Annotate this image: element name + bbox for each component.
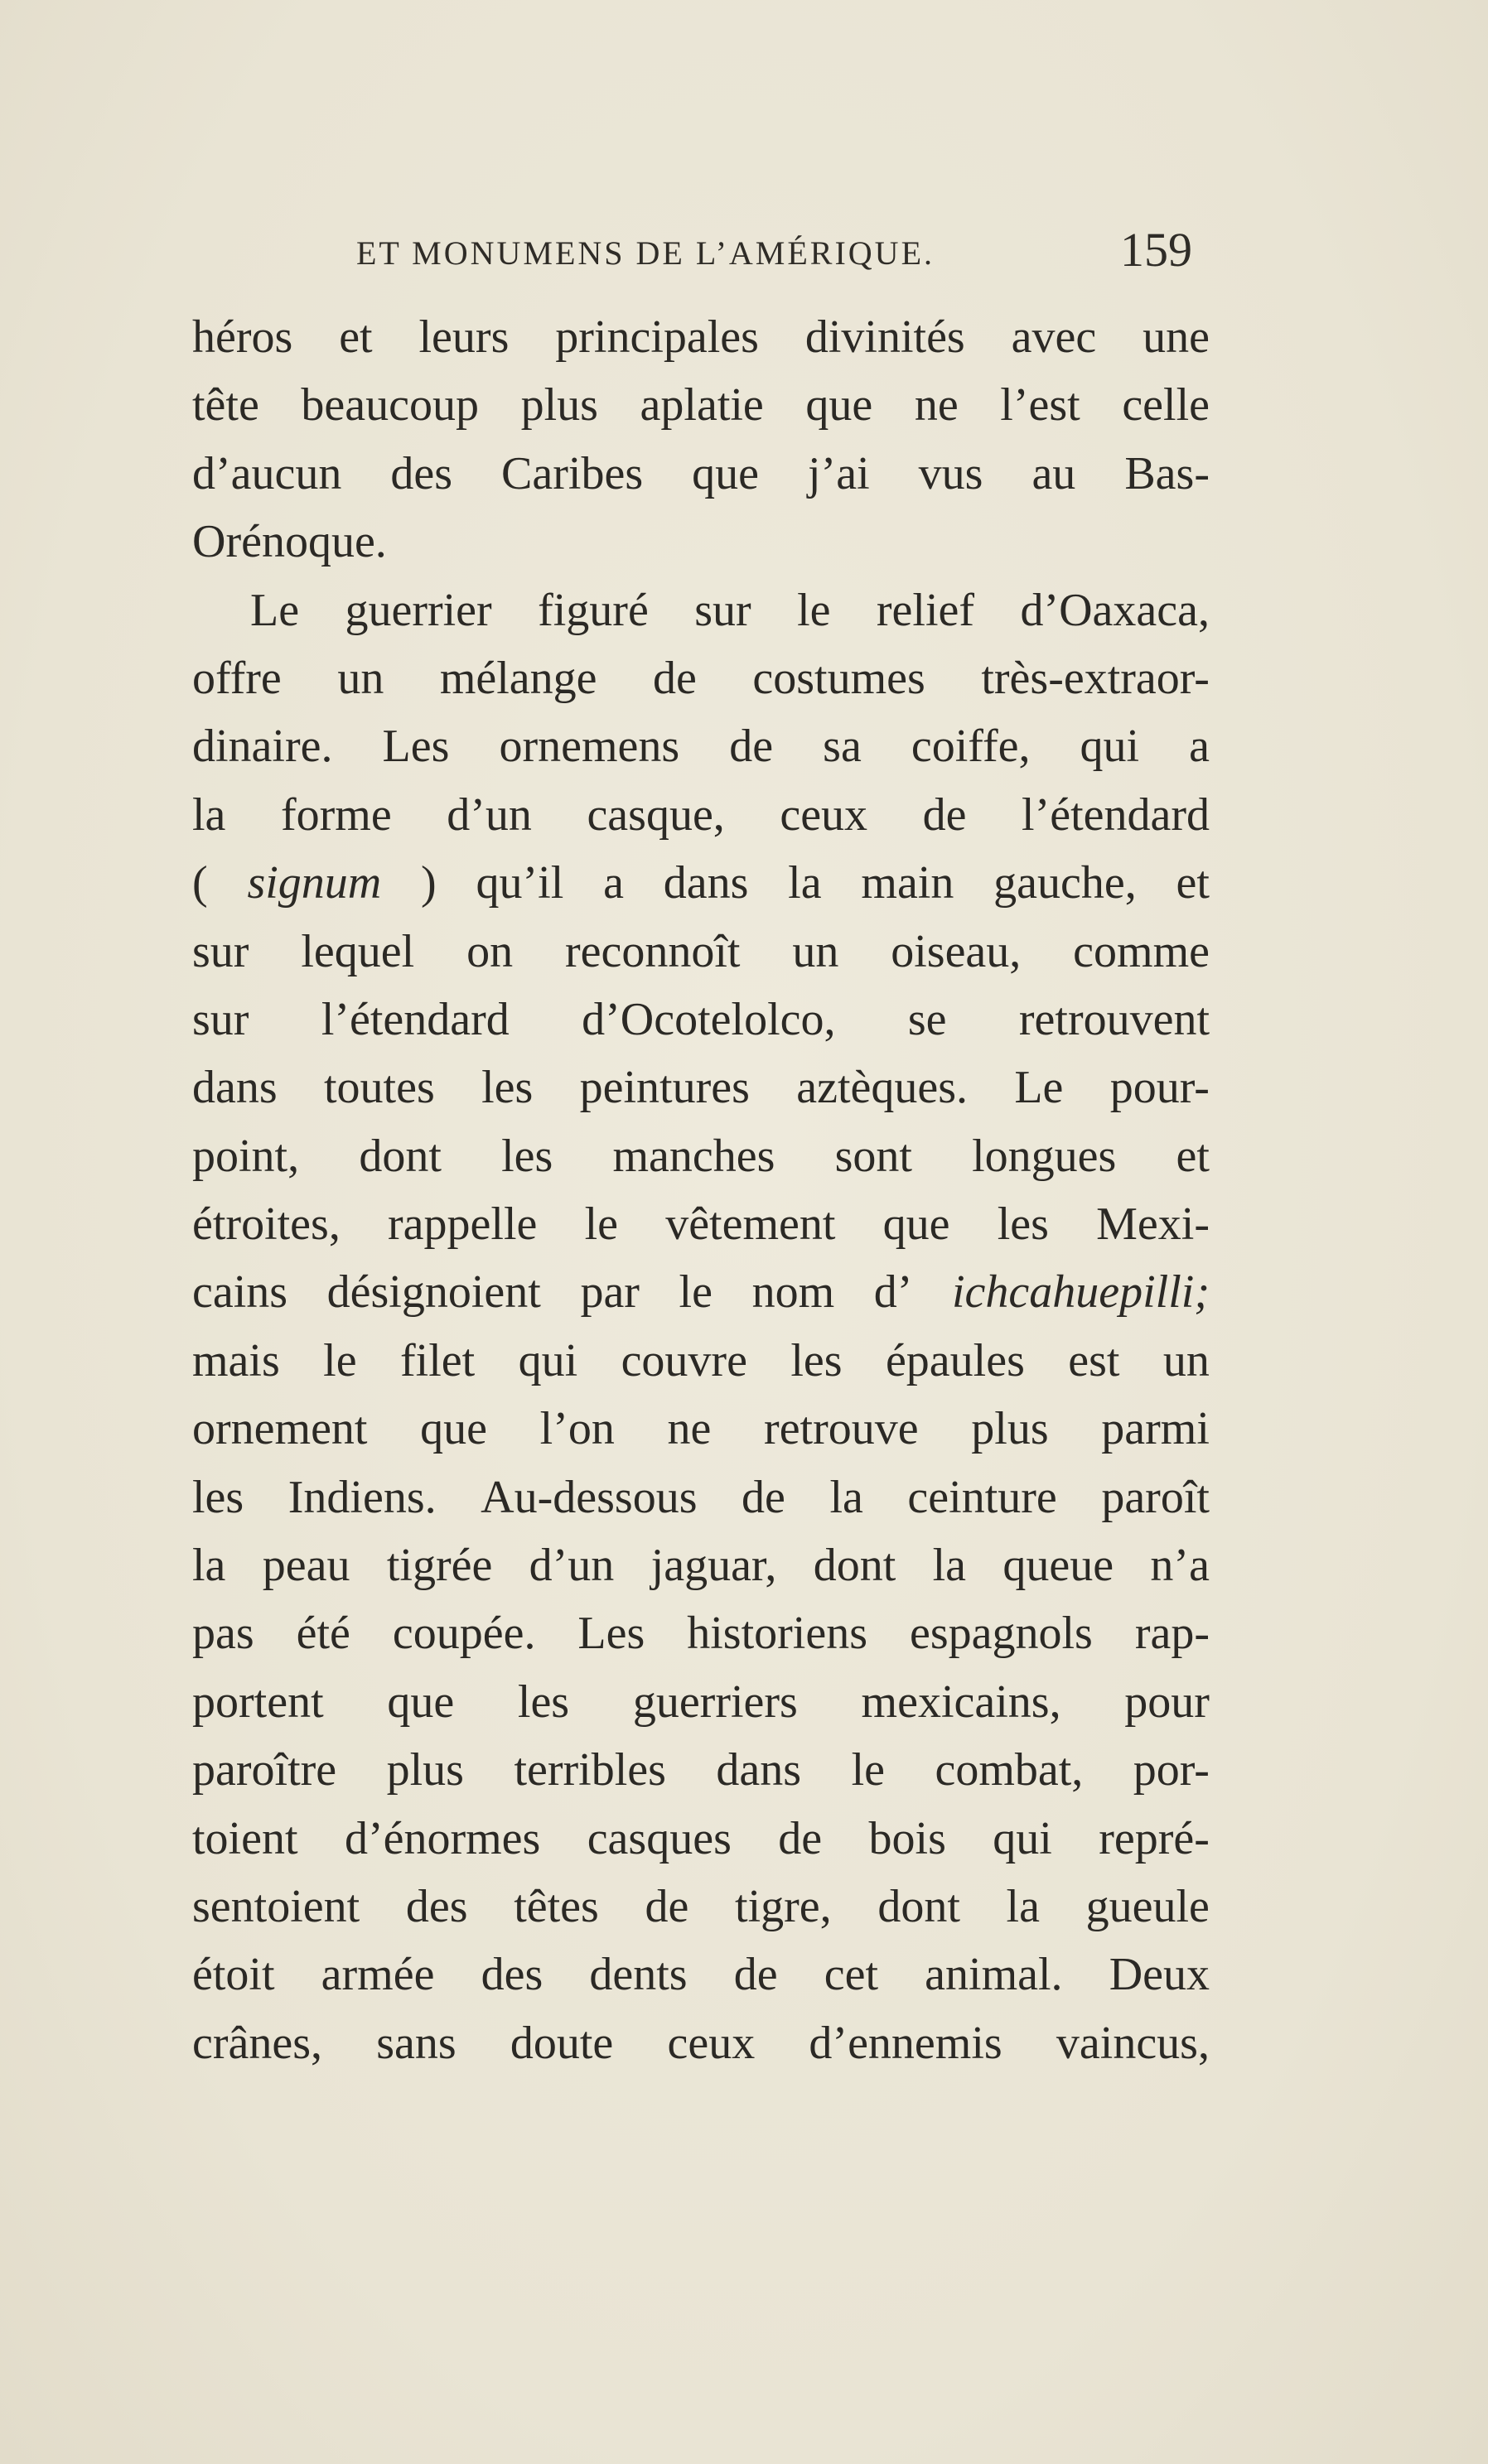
word: un	[337, 652, 384, 704]
word: ceinture	[907, 1471, 1057, 1523]
word: on	[466, 925, 514, 977]
word: qui	[993, 1812, 1052, 1864]
word: avec	[1011, 311, 1097, 363]
word: j’ai	[808, 447, 870, 499]
word: qui	[518, 1334, 578, 1386]
word: vêtement	[665, 1198, 836, 1251]
word: dont	[877, 1880, 960, 1932]
word: ceux	[667, 2017, 756, 2069]
word: une	[1143, 311, 1210, 363]
word: est	[1068, 1334, 1120, 1386]
word: pour-	[1109, 1062, 1210, 1114]
word: paroître	[192, 1744, 337, 1796]
word: Les	[382, 721, 450, 773]
word: de	[742, 1471, 785, 1523]
word: doute	[510, 2017, 614, 2069]
word: toient	[192, 1812, 298, 1864]
word: dans	[663, 857, 749, 909]
word: que	[692, 447, 759, 499]
word: se	[907, 993, 947, 1045]
word: paroît	[1101, 1471, 1210, 1523]
word: la	[192, 1540, 226, 1592]
word: d’Oaxaca,	[1020, 584, 1210, 636]
text-line	[192, 1190, 1210, 1258]
word: que	[805, 379, 873, 432]
word: sans	[376, 2017, 457, 2069]
word: tigrée	[386, 1540, 493, 1592]
word: mexicains,	[861, 1676, 1061, 1728]
text-line	[192, 576, 1210, 644]
word: celle	[1122, 379, 1210, 432]
word: mélange	[439, 652, 597, 704]
word: héros	[192, 311, 293, 363]
word: de	[778, 1812, 823, 1864]
word: le	[851, 1744, 885, 1796]
word: relief	[876, 584, 975, 636]
word: costumes	[752, 652, 925, 704]
word: couvre	[621, 1334, 747, 1386]
word: d’énormes	[344, 1812, 541, 1864]
word: par	[580, 1266, 640, 1319]
word: sont	[834, 1130, 912, 1182]
word: désignoient	[326, 1266, 541, 1319]
word: divinités	[804, 311, 965, 363]
word: têtes	[514, 1880, 599, 1932]
text-line	[192, 508, 1210, 576]
word: d’un	[529, 1540, 615, 1592]
word: (	[192, 857, 208, 909]
word: étoit	[192, 1949, 275, 2001]
word: d’ennemis	[809, 2017, 1002, 2069]
word: ceux	[780, 788, 868, 841]
word: a	[603, 857, 624, 909]
word: pas	[192, 1608, 254, 1660]
word: dans	[716, 1744, 802, 1796]
word: ornemens	[499, 721, 680, 773]
word: d’un	[447, 788, 532, 841]
word: un	[792, 925, 839, 977]
word: dont	[359, 1130, 442, 1182]
word: des	[390, 447, 453, 499]
word: de	[733, 1949, 778, 2001]
word: d’	[873, 1266, 913, 1319]
word: de	[645, 1880, 689, 1932]
word: toutes	[323, 1062, 435, 1114]
text-line	[192, 849, 1210, 917]
word: qui	[1080, 721, 1140, 773]
word: guerriers	[632, 1676, 798, 1728]
word: très-extraor-	[981, 652, 1210, 704]
word: que	[882, 1198, 950, 1251]
word: Bas-	[1124, 447, 1210, 499]
word: gauche,	[993, 857, 1137, 909]
text-line	[192, 1463, 1210, 1531]
word: longues	[972, 1130, 1117, 1182]
word: casque,	[587, 788, 725, 841]
word: de	[729, 721, 774, 773]
text-line	[192, 1873, 1210, 1941]
text-line	[192, 440, 1210, 508]
word: et	[339, 311, 373, 363]
word: les	[790, 1334, 843, 1386]
word: por-	[1133, 1744, 1210, 1796]
text-line	[192, 918, 1210, 986]
word: coupée.	[392, 1608, 536, 1660]
word: retrouvent	[1018, 993, 1210, 1045]
word: ne	[667, 1403, 712, 1455]
page-number: 159	[1120, 223, 1192, 277]
word: la	[829, 1471, 863, 1523]
word: sentoient	[192, 1880, 360, 1932]
text-line	[192, 1941, 1210, 2008]
word: et	[1176, 1130, 1210, 1182]
word: principales	[555, 311, 759, 363]
word: n’a	[1150, 1540, 1210, 1592]
word: espagnols	[909, 1608, 1093, 1660]
text-line	[192, 1395, 1210, 1463]
word: Deux	[1109, 1949, 1210, 2001]
text-line	[192, 2009, 1210, 2077]
word: pour	[1124, 1676, 1210, 1728]
word: dans	[192, 1062, 278, 1114]
word: le	[797, 584, 831, 636]
word: les	[517, 1676, 570, 1728]
word: été	[296, 1608, 350, 1660]
word: sur	[694, 584, 751, 636]
word: cet	[824, 1949, 879, 2001]
word: point,	[192, 1130, 300, 1182]
text-line	[192, 1805, 1210, 1873]
word: vaincus,	[1056, 2017, 1210, 2069]
word: filet	[400, 1334, 476, 1386]
word: le	[323, 1334, 357, 1386]
word: Le	[250, 584, 300, 636]
word: Orénoque.	[192, 516, 387, 568]
word: peintures	[579, 1062, 750, 1114]
word: terribles	[514, 1744, 666, 1796]
text-line	[192, 1258, 1210, 1326]
word: qu’il	[476, 857, 564, 909]
word: sur	[192, 925, 249, 977]
word: parmi	[1101, 1403, 1210, 1455]
word: portent	[192, 1676, 324, 1728]
word: guerrier	[345, 584, 492, 636]
word: d’Ocotelolco,	[582, 993, 836, 1045]
word: comme	[1073, 925, 1210, 977]
word: la	[932, 1540, 967, 1592]
word: Caribes	[501, 447, 644, 499]
word: les	[997, 1198, 1049, 1251]
word: combat,	[935, 1744, 1084, 1796]
word: un	[1162, 1334, 1210, 1386]
word: offre	[192, 652, 282, 704]
word: ornement	[192, 1403, 368, 1455]
text-line	[192, 781, 1210, 849]
word: les	[192, 1471, 244, 1523]
word: casques	[587, 1812, 732, 1864]
word: des	[405, 1880, 468, 1932]
word: beaucoup	[301, 379, 479, 432]
word: figuré	[538, 584, 649, 636]
word: plus	[386, 1744, 464, 1796]
word: oiseau,	[891, 925, 1022, 977]
word: peau	[262, 1540, 350, 1592]
word: l’étendard	[321, 993, 510, 1045]
word: tigre,	[735, 1880, 832, 1932]
word: aplatie	[640, 379, 764, 432]
word: la	[788, 857, 822, 909]
word: dents	[589, 1949, 688, 2001]
word: Le	[1014, 1062, 1064, 1114]
word: le	[584, 1198, 618, 1251]
word: crânes,	[192, 2017, 323, 2069]
word: plus	[971, 1403, 1049, 1455]
word: dont	[813, 1540, 896, 1592]
text-line	[192, 712, 1210, 780]
word: reconnoît	[564, 925, 741, 977]
word: le	[679, 1266, 713, 1319]
text-line	[192, 371, 1210, 439]
word: animal.	[925, 1949, 1063, 2001]
word: gueule	[1085, 1880, 1210, 1932]
word: que	[387, 1676, 455, 1728]
word: a	[1189, 721, 1210, 773]
text-line	[192, 1599, 1210, 1667]
word: vus	[918, 447, 983, 499]
word: ichcahuepilli;	[951, 1266, 1210, 1319]
word: sa	[823, 721, 862, 773]
word: et	[1176, 857, 1210, 909]
word: l’on	[539, 1403, 615, 1455]
word: Mexi-	[1096, 1198, 1210, 1251]
text-line	[192, 1054, 1210, 1121]
text-line	[192, 303, 1210, 371]
text-line	[192, 644, 1210, 712]
word: les	[481, 1062, 534, 1114]
word: plus	[520, 379, 598, 432]
word: bois	[868, 1812, 946, 1864]
word: dinaire.	[192, 721, 333, 773]
word: jaguar,	[650, 1540, 777, 1592]
word: ne	[914, 379, 959, 432]
word: au	[1031, 447, 1076, 499]
word: que	[420, 1403, 487, 1455]
word: coiffe,	[911, 721, 1031, 773]
word: manches	[612, 1130, 775, 1182]
text-line	[192, 1327, 1210, 1395]
body-text	[192, 303, 1210, 2077]
word: rappelle	[388, 1198, 538, 1251]
word: forme	[280, 788, 392, 841]
word: )	[421, 857, 437, 909]
word: armée	[321, 1949, 435, 2001]
text-line	[192, 1122, 1210, 1190]
word: d’aucun	[192, 447, 342, 499]
word: retrouve	[764, 1403, 919, 1455]
word: l’étendard	[1022, 788, 1210, 841]
word: leurs	[418, 311, 510, 363]
word: l’est	[1000, 379, 1080, 432]
word: cains	[192, 1266, 288, 1319]
word: lequel	[301, 925, 415, 977]
word: Au-dessous	[481, 1471, 698, 1523]
text-line	[192, 986, 1210, 1054]
text-line	[192, 1668, 1210, 1736]
word: Indiens.	[287, 1471, 437, 1523]
text-line	[192, 1531, 1210, 1599]
word: rap-	[1134, 1608, 1210, 1660]
word: les	[501, 1130, 553, 1182]
word: nom	[751, 1266, 835, 1319]
word: repré-	[1099, 1812, 1210, 1864]
word: mais	[192, 1334, 280, 1386]
word: Les	[577, 1608, 645, 1660]
word: tête	[192, 379, 259, 432]
word: sur	[192, 993, 249, 1045]
word: la	[1006, 1880, 1040, 1932]
running-head: ET MONUMENS DE L’AMÉRIQUE.	[356, 234, 935, 272]
word: la	[192, 788, 226, 841]
word: signum	[247, 857, 382, 909]
text-line	[192, 1736, 1210, 1804]
word: étroites,	[192, 1198, 341, 1251]
word: des	[481, 1949, 544, 2001]
word: de	[922, 788, 967, 841]
word: historiens	[687, 1608, 868, 1660]
word: épaules	[885, 1334, 1025, 1386]
word: main	[861, 857, 954, 909]
word: de	[653, 652, 697, 704]
word: aztèques.	[796, 1062, 969, 1114]
word: queue	[1002, 1540, 1114, 1592]
